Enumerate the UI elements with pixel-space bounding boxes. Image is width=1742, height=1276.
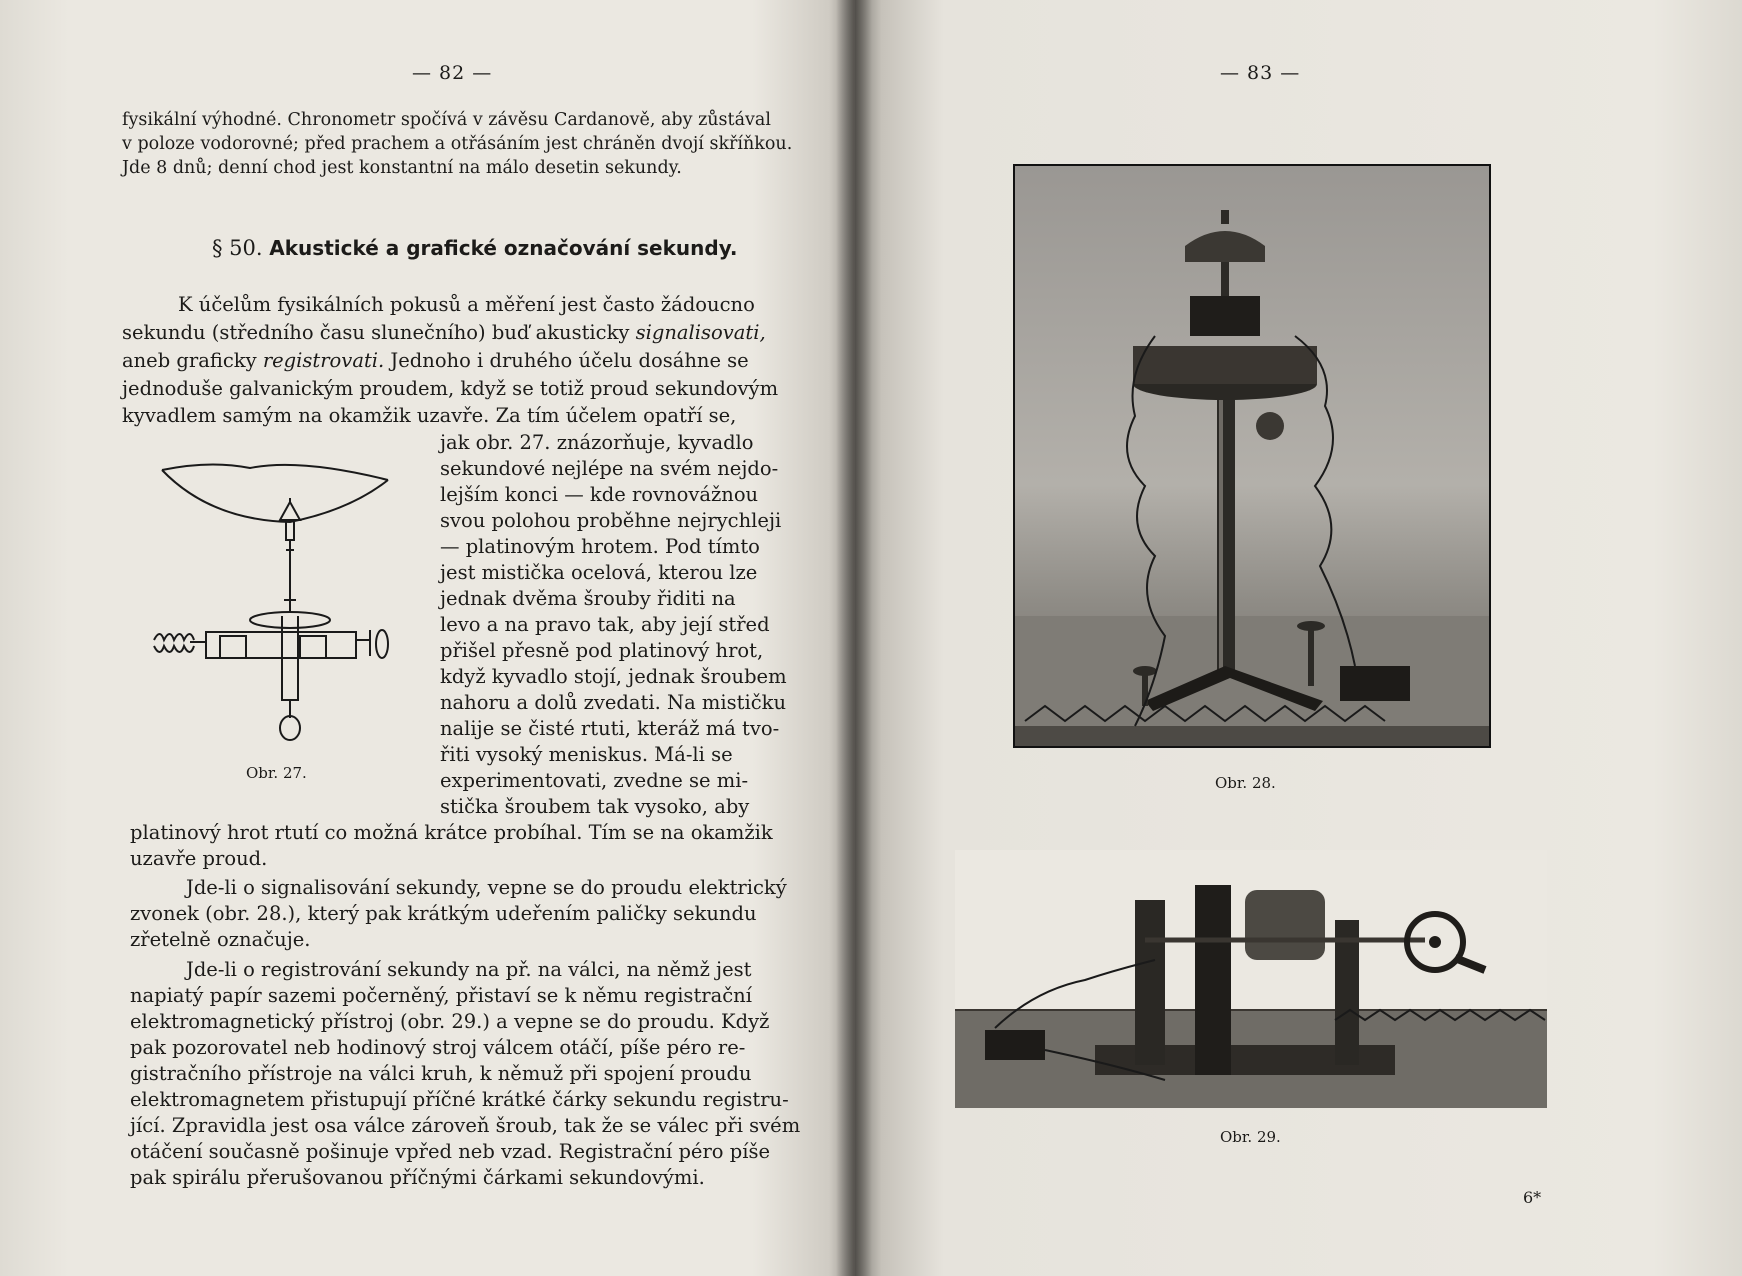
italic-signalisovati: signalisovati, <box>635 321 766 344</box>
para1-line-2: sekundu (středního času slunečního) buď akusticky signalisovati, <box>122 321 766 344</box>
pendulum-contact-drawing <box>150 450 400 760</box>
fig28-bell-photo <box>1013 164 1491 748</box>
para1-line-1: K účelům fysikálních pokusů a měření jest často žádoucno <box>178 293 755 316</box>
para3-line-7: jící. Zpravidla jest osa válce zároveň šroub, tak že se válec při svém <box>130 1114 801 1137</box>
wrap-line-6: jest mistička ocelová, kterou lze <box>440 561 758 584</box>
intro-line-3: Jde 8 dnů; denní chod jest konstantní na málo desetin sekundy. <box>122 158 682 178</box>
wrap-line-2: sekundové nejlépe na svém nejdo- <box>440 457 779 480</box>
page-number-right: — 83 — <box>1220 62 1301 84</box>
bell-apparatus-illustration <box>1015 166 1489 746</box>
fig29-caption: Obr. 29. <box>1220 1128 1281 1146</box>
wrap-line-14: experimentovati, zvedne se mi- <box>440 769 749 792</box>
para2-line-2: zvonek (obr. 28.), který pak krátkým udeřením paličky sekundu <box>130 902 757 925</box>
wrap-line-4: svou polohou proběhne nejrychleji <box>440 509 782 532</box>
fig29-register-photo <box>955 850 1547 1108</box>
wrap-line-9: přišel přesně pod platinový hrot, <box>440 639 764 662</box>
para2-line-1: Jde-li o signalisování sekundy, vepne se do proudu elektrický <box>186 876 787 899</box>
wrap-line-10: když kyvadlo stojí, jednak šroubem <box>440 665 787 688</box>
book-gutter <box>836 0 872 1276</box>
para3-line-1: Jde-li o registrování sekundy na př. na válci, na němž jest <box>186 958 752 981</box>
section-number: § 50. <box>212 236 263 260</box>
intro-line-1: fysikální výhodné. Chronometr spočívá v závěsu Cardanově, aby zůstával <box>122 110 771 130</box>
intro-line-2: v poloze vodorovné; před prachem a otřásáním jest chráněn dvojí skříňkou. <box>122 134 793 154</box>
signature-mark: 6* <box>1523 1188 1542 1207</box>
para1-line-4: jednoduše galvanickým proudem, když se totiž proud sekundovým <box>122 377 779 400</box>
para1-end-2: uzavře proud. <box>130 847 268 870</box>
wrap-line-15: stička šroubem tak vysoko, aby <box>440 795 750 818</box>
wrap-line-8: levo a na pravo tak, aby její střed <box>440 613 770 636</box>
para3-line-2: napiatý papír sazemi počerněný, přistaví se k němu registrační <box>130 984 752 1007</box>
fig28-caption: Obr. 28. <box>1215 774 1276 792</box>
para3-line-6: elektromagnetem přistupují příčné krátké čárky sekundu registru- <box>130 1088 789 1111</box>
para3-line-5: gistračního přístroje na válci kruh, k němuž při spojení proudu <box>130 1062 752 1085</box>
wrap-line-5: — platinovým hrotem. Pod tímto <box>440 535 760 558</box>
fig27-caption: Obr. 27. <box>246 764 307 782</box>
para3-line-4: pak pozorovatel neb hodinový stroj válcem otáčí, píše péro re- <box>130 1036 746 1059</box>
page-number-left: — 82 — <box>412 62 493 84</box>
wrap-line-7: jednak dvěma šrouby řiditi na <box>440 587 736 610</box>
right-page <box>855 0 1742 1276</box>
wrap-line-13: řiti vysoký meniskus. Má-li se <box>440 743 733 766</box>
wrap-line-3: lejším konci — kde rovnovážnou <box>440 483 759 506</box>
para1-line-3: aneb graficky registrovati. Jednoho i druhého účelu dosáhne se <box>122 349 749 372</box>
wrap-line-12: nalije se čisté rtuti, kteráž má tvo- <box>440 717 780 740</box>
wrap-line-1: jak obr. 27. znázorňuje, kyvadlo <box>440 431 754 454</box>
para1-line-5: kyvadlem samým na okamžik uzavře. Za tím účelem opatří se, <box>122 404 737 427</box>
para3-line-9: pak spirálu přerušovanou příčnými čárkami sekundovými. <box>130 1166 705 1189</box>
italic-registrovati: registrovati. <box>262 349 385 372</box>
section-title: Akustické a grafické označování sekundy. <box>269 236 738 260</box>
para1-end-1: platinový hrot rtutí co možná krátce probíhal. Tím se na okamžik <box>130 821 773 844</box>
para3-line-8: otáčení současně pošinuje vpřed neb vzad. Registrační péro píše <box>130 1140 770 1163</box>
left-page <box>0 0 855 1276</box>
wrap-line-11: nahoru a dolů zvedati. Na mističku <box>440 691 787 714</box>
register-apparatus-illustration <box>955 850 1547 1108</box>
para2-line-3: zřetelně označuje. <box>130 928 311 951</box>
section-heading <box>212 236 738 260</box>
para3-line-3: elektromagnetický přístroj (obr. 29.) a vepne se do proudu. Když <box>130 1010 770 1033</box>
